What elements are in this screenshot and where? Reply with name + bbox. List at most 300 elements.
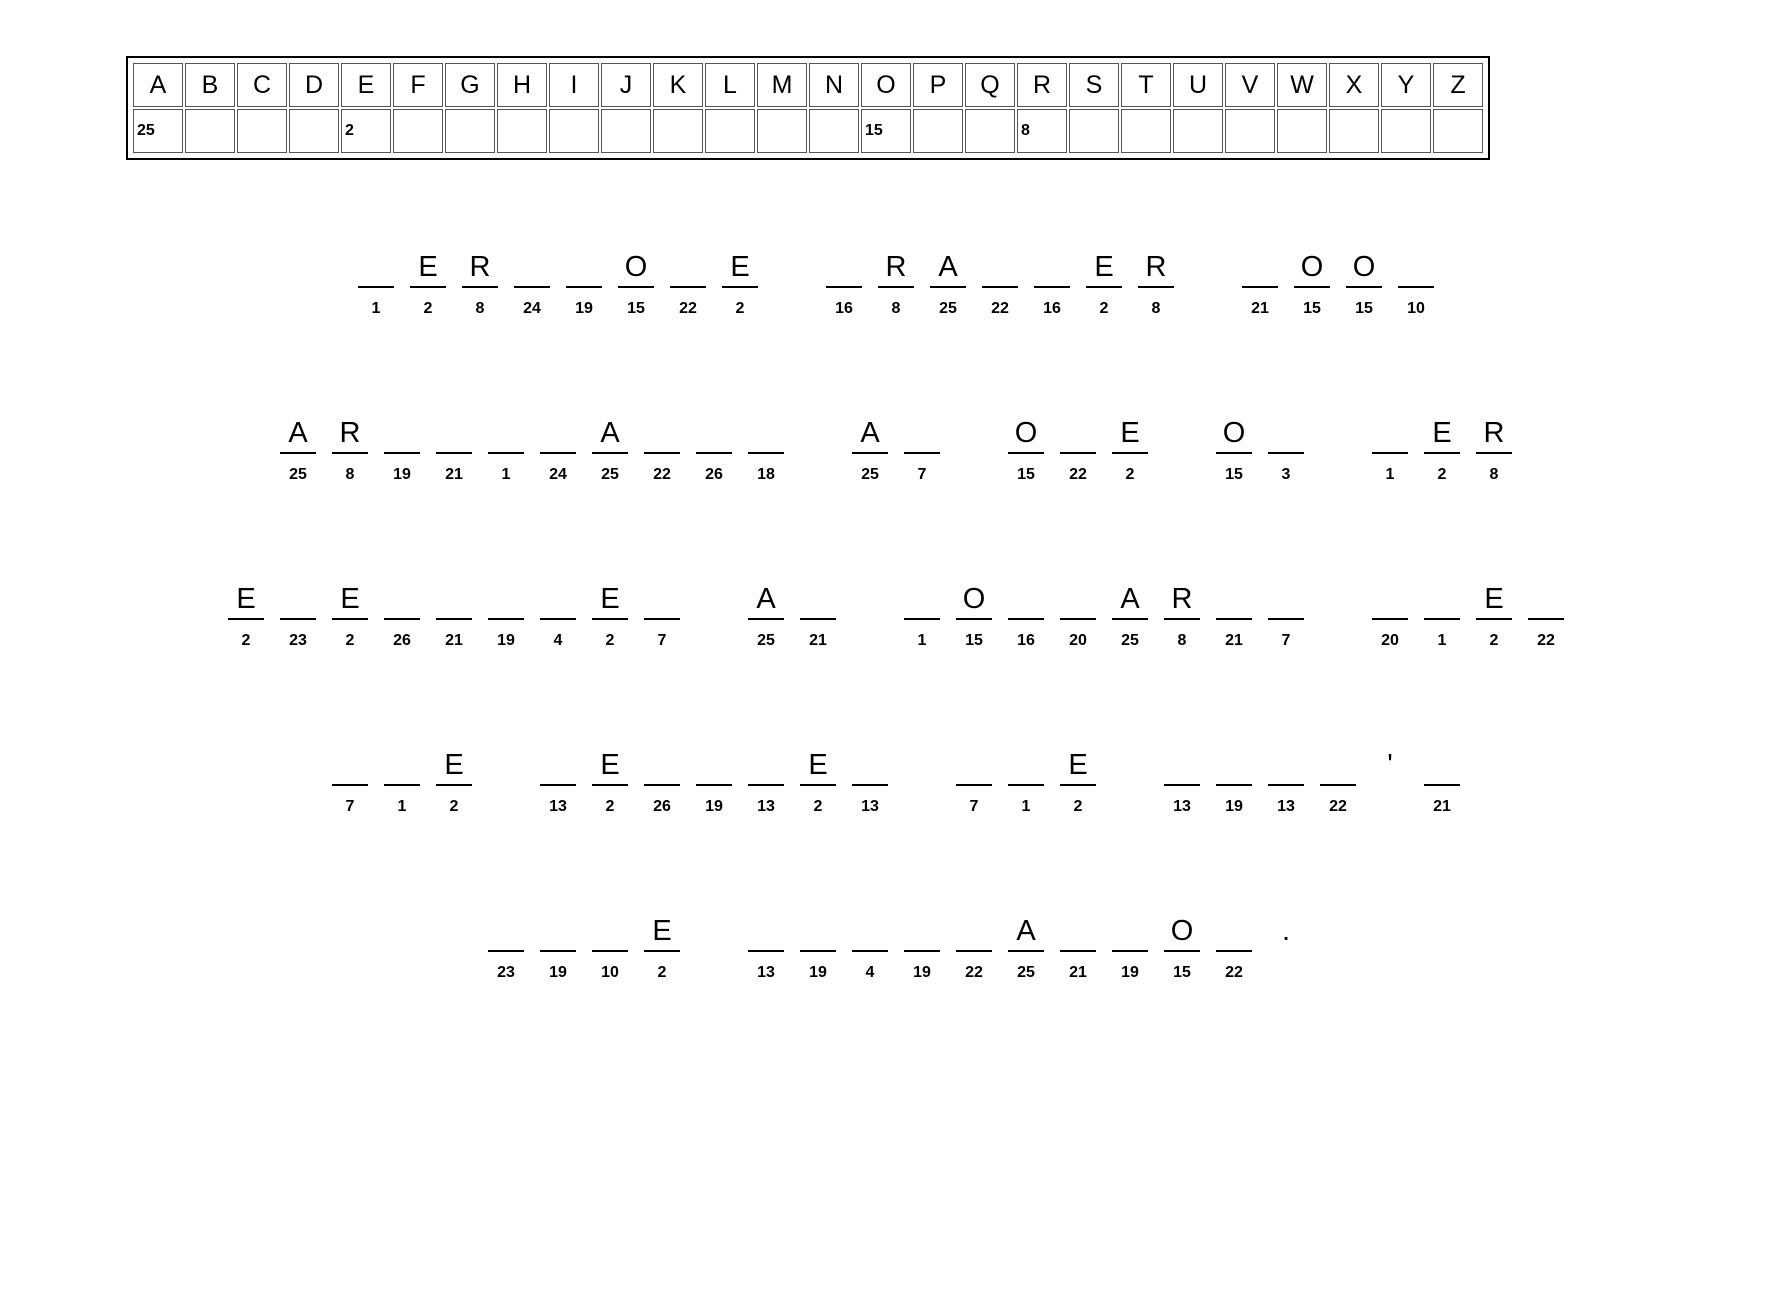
slot-code-number: 25: [757, 632, 775, 649]
slot-code-number: 22: [1329, 798, 1347, 815]
puzzle-letter-slot[interactable]: [1003, 416, 1049, 486]
puzzle-letter-slot[interactable]: [639, 582, 685, 652]
alphabet-value-cell[interactable]: [1173, 109, 1223, 153]
puzzle-letter-slot[interactable]: [535, 582, 581, 652]
puzzle-word: [350, 250, 766, 320]
slot-code-number: 13: [1173, 798, 1191, 815]
slot-code-number: 15: [1303, 300, 1321, 317]
slot-underline: [1060, 950, 1096, 952]
slot-underline: [436, 452, 472, 454]
puzzle-letter-slot[interactable]: [899, 416, 945, 486]
puzzle-punctuation: [1367, 748, 1413, 818]
alphabet-key-table: [126, 56, 1490, 160]
slot-code-number: 25: [939, 300, 957, 317]
puzzle-word: [948, 748, 1104, 818]
slot-letter: E: [1068, 749, 1088, 781]
puzzle-letter-slot[interactable]: [483, 582, 529, 652]
puzzle-letter-slot[interactable]: [1003, 914, 1049, 984]
slot-code-number: 22: [991, 300, 1009, 317]
alphabet-value-cell[interactable]: [393, 109, 443, 153]
puzzle-letter-slot[interactable]: [1263, 748, 1309, 818]
puzzle-letter-slot[interactable]: [1003, 748, 1049, 818]
slot-underline: [904, 452, 940, 454]
slot-underline: [1008, 618, 1044, 620]
slot-code-number: 8: [1177, 632, 1187, 649]
puzzle-letter-slot[interactable]: [743, 914, 789, 984]
puzzle-letter-slot[interactable]: [613, 250, 659, 320]
puzzle-letter-slot[interactable]: [1133, 250, 1179, 320]
slot-code-number: 18: [757, 466, 775, 483]
alphabet-letter-cell: I: [549, 63, 599, 107]
puzzle-letter-slot[interactable]: [1523, 582, 1569, 652]
slot-code-number: 2: [241, 632, 251, 649]
slot-underline: [1216, 452, 1252, 454]
slot-code-number: 19: [393, 466, 411, 483]
alphabet-values-row: [133, 109, 1483, 153]
alphabet-value-cell[interactable]: [445, 109, 495, 153]
slot-code-number: 7: [969, 798, 979, 815]
puzzle-word: [272, 416, 792, 486]
slot-underline: [1008, 950, 1044, 952]
puzzle-letter-slot[interactable]: [431, 582, 477, 652]
alphabet-value-cell[interactable]: [237, 109, 287, 153]
slot-underline: [332, 618, 368, 620]
puzzle-letter-slot[interactable]: [795, 914, 841, 984]
puzzle-punctuation: [1263, 914, 1309, 984]
slot-underline: [696, 784, 732, 786]
puzzle-letter-slot[interactable]: [379, 582, 425, 652]
puzzle-word: [740, 914, 1312, 984]
slot-underline: [748, 618, 784, 620]
slot-underline: [1112, 950, 1148, 952]
puzzle-letter-slot[interactable]: [951, 914, 997, 984]
puzzle-letter-slot[interactable]: [1315, 748, 1361, 818]
puzzle-letter-slot[interactable]: [1367, 416, 1413, 486]
alphabet-value-cell[interactable]: [185, 109, 235, 153]
slot-code-number: 1: [917, 632, 927, 649]
alphabet-letter-cell: P: [913, 63, 963, 107]
alphabet-letter-cell: E: [341, 63, 391, 107]
alphabet-letter-cell: D: [289, 63, 339, 107]
puzzle-letter-slot[interactable]: [899, 914, 945, 984]
alphabet-value-cell[interactable]: [1381, 109, 1431, 153]
puzzle-letter-slot[interactable]: [1211, 582, 1257, 652]
slot-code-number: 15: [1225, 466, 1243, 483]
slot-underline: [280, 452, 316, 454]
slot-code-number: 2: [449, 798, 459, 815]
alphabet-value-cell[interactable]: 25: [133, 109, 183, 153]
puzzle-letter-slot[interactable]: [275, 582, 321, 652]
puzzle-word: [740, 582, 844, 652]
slot-underline: [800, 784, 836, 786]
slot-underline: [1476, 452, 1512, 454]
puzzle-letter-slot[interactable]: [327, 416, 373, 486]
slot-underline: [982, 286, 1018, 288]
alphabet-value-cell[interactable]: [1329, 109, 1379, 153]
slot-underline: [1086, 286, 1122, 288]
puzzle-letter-slot[interactable]: [1107, 416, 1153, 486]
slot-code-number: 25: [601, 466, 619, 483]
slot-letter: O: [1300, 251, 1324, 283]
puzzle-letter-slot[interactable]: [431, 748, 477, 818]
slot-code-number: 21: [1225, 632, 1243, 649]
alphabet-letter-cell: G: [445, 63, 495, 107]
slot-letter: A: [600, 417, 620, 449]
slot-underline: [1320, 784, 1356, 786]
alphabet-value-cell[interactable]: [289, 109, 339, 153]
puzzle-letter-slot[interactable]: [587, 748, 633, 818]
slot-underline: [540, 950, 576, 952]
alphabet-value-cell[interactable]: [549, 109, 599, 153]
slot-underline: [1424, 784, 1460, 786]
puzzle-word: [818, 250, 1182, 320]
puzzle-letter-slot[interactable]: [1211, 748, 1257, 818]
slot-underline: [1112, 452, 1148, 454]
slot-underline: [722, 286, 758, 288]
slot-letter: O: [1014, 417, 1038, 449]
slot-letter: ': [1387, 749, 1393, 781]
puzzle-letter-slot[interactable]: [1055, 416, 1101, 486]
slot-code-number: 21: [1251, 300, 1269, 317]
slot-underline: [1268, 452, 1304, 454]
puzzle-word: [1364, 582, 1572, 652]
puzzle-letter-slot[interactable]: [639, 748, 685, 818]
slot-code-number: 16: [1043, 300, 1061, 317]
puzzle-line: [0, 914, 1792, 984]
puzzle-letter-slot[interactable]: [821, 250, 867, 320]
slot-underline: [592, 950, 628, 952]
puzzle-letter-slot[interactable]: [327, 748, 373, 818]
alphabet-letter-cell: U: [1173, 63, 1223, 107]
puzzle-letter-slot[interactable]: [1471, 416, 1517, 486]
slot-code-number: 1: [371, 300, 381, 317]
alphabet-value-cell[interactable]: [913, 109, 963, 153]
puzzle-letter-slot[interactable]: [1211, 914, 1257, 984]
alphabet-value-cell[interactable]: 8: [1017, 109, 1067, 153]
puzzle-letter-slot[interactable]: [1471, 582, 1517, 652]
slot-code-number: 16: [835, 300, 853, 317]
slot-letter: O: [1352, 251, 1376, 283]
puzzle-word: [1364, 416, 1520, 486]
alphabet-value-cell[interactable]: [965, 109, 1015, 153]
puzzle-letter-slot[interactable]: [899, 582, 945, 652]
slot-code-number: 21: [809, 632, 827, 649]
slot-underline: [1008, 784, 1044, 786]
puzzle-letter-slot[interactable]: [1263, 582, 1309, 652]
alphabet-letter-cell: L: [705, 63, 755, 107]
slot-underline: [1216, 784, 1252, 786]
slot-underline: [1294, 286, 1330, 288]
slot-letter: E: [808, 749, 828, 781]
puzzle-letter-slot[interactable]: [1419, 748, 1465, 818]
puzzle-letter-slot[interactable]: [1367, 582, 1413, 652]
slot-code-number: 10: [601, 964, 619, 981]
slot-code-number: 2: [1073, 798, 1083, 815]
alphabet-value-cell[interactable]: [1433, 109, 1483, 153]
puzzle-letter-slot[interactable]: [587, 914, 633, 984]
puzzle-word: [1234, 250, 1442, 320]
slot-code-number: 24: [523, 300, 541, 317]
puzzle-letter-slot[interactable]: [353, 250, 399, 320]
slot-code-number: 16: [1017, 632, 1035, 649]
slot-letter: A: [288, 417, 308, 449]
puzzle-word: [844, 416, 948, 486]
slot-underline: [1372, 452, 1408, 454]
slot-code-number: 19: [497, 632, 515, 649]
alphabet-letter-cell: K: [653, 63, 703, 107]
slot-code-number: 7: [1281, 632, 1291, 649]
slot-letter: E: [418, 251, 438, 283]
puzzle-letter-slot[interactable]: [873, 250, 919, 320]
alphabet-letter-cell: S: [1069, 63, 1119, 107]
slot-code-number: 2: [605, 798, 615, 815]
puzzle-letter-slot[interactable]: [743, 748, 789, 818]
slot-code-number: 19: [913, 964, 931, 981]
puzzle-letter-slot[interactable]: [1055, 582, 1101, 652]
puzzle-word: [220, 582, 688, 652]
slot-code-number: 8: [891, 300, 901, 317]
alphabet-letter-cell: J: [601, 63, 651, 107]
slot-underline: [800, 618, 836, 620]
alphabet-value-cell[interactable]: [705, 109, 755, 153]
slot-letter: E: [1120, 417, 1140, 449]
puzzle-letter-slot[interactable]: [691, 748, 737, 818]
puzzle-letter-slot[interactable]: [977, 250, 1023, 320]
slot-code-number: 23: [497, 964, 515, 981]
slot-underline: [644, 784, 680, 786]
puzzle-letter-slot[interactable]: [847, 914, 893, 984]
slot-letter: .: [1281, 915, 1291, 947]
slot-code-number: 15: [627, 300, 645, 317]
puzzle-letter-slot[interactable]: [1081, 250, 1127, 320]
cryptogram-puzzle: [0, 250, 1792, 1080]
alphabet-letter-cell: A: [133, 63, 183, 107]
slot-code-number: 22: [1225, 964, 1243, 981]
slot-code-number: 1: [1021, 798, 1031, 815]
puzzle-letter-slot[interactable]: [951, 748, 997, 818]
slot-underline: [748, 784, 784, 786]
puzzle-letter-slot[interactable]: [327, 582, 373, 652]
slot-underline: [904, 618, 940, 620]
puzzle-letter-slot[interactable]: [483, 416, 529, 486]
puzzle-letter-slot[interactable]: [717, 250, 763, 320]
slot-underline: [748, 452, 784, 454]
puzzle-letter-slot[interactable]: [1263, 416, 1309, 486]
alphabet-letter-cell: C: [237, 63, 287, 107]
slot-code-number: 4: [865, 964, 875, 981]
puzzle-letter-slot[interactable]: [1029, 250, 1075, 320]
puzzle-letter-slot[interactable]: [639, 416, 685, 486]
puzzle-word: [480, 914, 688, 984]
alphabet-value-cell[interactable]: 15: [861, 109, 911, 153]
slot-code-number: 2: [735, 300, 745, 317]
puzzle-letter-slot[interactable]: [509, 250, 555, 320]
puzzle-letter-slot[interactable]: [1237, 250, 1283, 320]
slot-underline: [852, 950, 888, 952]
alphabet-value-cell[interactable]: [1277, 109, 1327, 153]
puzzle-letter-slot[interactable]: [951, 582, 997, 652]
puzzle-letter-slot[interactable]: [457, 250, 503, 320]
slot-underline: [540, 452, 576, 454]
slot-letter: E: [340, 583, 360, 615]
puzzle-letter-slot[interactable]: [743, 416, 789, 486]
slot-code-number: 2: [345, 632, 355, 649]
slot-underline: [488, 452, 524, 454]
puzzle-letter-slot[interactable]: [1055, 748, 1101, 818]
slot-code-number: 21: [1433, 798, 1451, 815]
puzzle-letter-slot[interactable]: [795, 582, 841, 652]
slot-code-number: 19: [809, 964, 827, 981]
slot-code-number: 4: [553, 632, 563, 649]
puzzle-letter-slot[interactable]: [561, 250, 607, 320]
slot-code-number: 26: [705, 466, 723, 483]
alphabet-letter-cell: Y: [1381, 63, 1431, 107]
slot-letter: R: [1145, 251, 1167, 283]
alphabet-value-cell[interactable]: [1069, 109, 1119, 153]
slot-letter: E: [600, 749, 620, 781]
puzzle-word: [1156, 748, 1468, 818]
puzzle-letter-slot[interactable]: [535, 416, 581, 486]
slot-letter: E: [1432, 417, 1452, 449]
alphabet-letter-cell: N: [809, 63, 859, 107]
slot-letter: R: [339, 417, 361, 449]
puzzle-letter-slot[interactable]: [223, 582, 269, 652]
alphabet-value-cell[interactable]: [809, 109, 859, 153]
puzzle-letter-slot[interactable]: [535, 914, 581, 984]
puzzle-letter-slot[interactable]: [743, 582, 789, 652]
puzzle-letter-slot[interactable]: [275, 416, 321, 486]
alphabet-letter-cell: M: [757, 63, 807, 107]
puzzle-letter-slot[interactable]: [639, 914, 685, 984]
slot-underline: [1216, 618, 1252, 620]
slot-letter: O: [962, 583, 986, 615]
puzzle-letter-slot[interactable]: [1003, 582, 1049, 652]
puzzle-letter-slot[interactable]: [379, 748, 425, 818]
slot-code-number: 22: [653, 466, 671, 483]
puzzle-letter-slot[interactable]: [1211, 416, 1257, 486]
slot-code-number: 19: [549, 964, 567, 981]
puzzle-letter-slot[interactable]: [1055, 914, 1101, 984]
alphabet-value-cell[interactable]: [601, 109, 651, 153]
slot-underline: [1476, 618, 1512, 620]
slot-underline: [488, 950, 524, 952]
puzzle-letter-slot[interactable]: [535, 748, 581, 818]
slot-underline: [696, 452, 732, 454]
alphabet-letter-cell: F: [393, 63, 443, 107]
puzzle-letter-slot[interactable]: [483, 914, 529, 984]
alphabet-value-cell[interactable]: [497, 109, 547, 153]
puzzle-letter-slot[interactable]: [1419, 416, 1465, 486]
slot-code-number: 26: [393, 632, 411, 649]
puzzle-letter-slot[interactable]: [1107, 914, 1153, 984]
puzzle-letter-slot[interactable]: [587, 416, 633, 486]
slot-underline: [644, 452, 680, 454]
puzzle-letter-slot[interactable]: [587, 582, 633, 652]
puzzle-letter-slot[interactable]: [1393, 250, 1439, 320]
slot-code-number: 21: [445, 466, 463, 483]
slot-underline: [748, 950, 784, 952]
slot-underline: [852, 784, 888, 786]
slot-underline: [384, 618, 420, 620]
alphabet-letter-cell: H: [497, 63, 547, 107]
puzzle-letter-slot[interactable]: [1419, 582, 1465, 652]
puzzle-letter-slot[interactable]: [405, 250, 451, 320]
puzzle-letter-slot[interactable]: [691, 416, 737, 486]
slot-code-number: 1: [1385, 466, 1395, 483]
slot-code-number: 13: [861, 798, 879, 815]
slot-underline: [1138, 286, 1174, 288]
slot-underline: [1216, 950, 1252, 952]
slot-letter: E: [1094, 251, 1114, 283]
slot-underline: [410, 286, 446, 288]
puzzle-letter-slot[interactable]: [431, 416, 477, 486]
slot-code-number: 22: [1069, 466, 1087, 483]
slot-code-number: 7: [345, 798, 355, 815]
slot-code-number: 25: [289, 466, 307, 483]
alphabet-letter-cell: O: [861, 63, 911, 107]
slot-underline: [956, 618, 992, 620]
slot-underline: [358, 286, 394, 288]
alphabet-letter-cell: R: [1017, 63, 1067, 107]
puzzle-letter-slot[interactable]: [1159, 748, 1205, 818]
puzzle-line: [0, 748, 1792, 818]
slot-code-number: 8: [1151, 300, 1161, 317]
puzzle-letter-slot[interactable]: [1289, 250, 1335, 320]
slot-code-number: 2: [1489, 632, 1499, 649]
slot-underline: [1060, 618, 1096, 620]
slot-underline: [800, 950, 836, 952]
slot-code-number: 7: [917, 466, 927, 483]
slot-underline: [1346, 286, 1382, 288]
puzzle-letter-slot[interactable]: [795, 748, 841, 818]
alphabet-letter-cell: X: [1329, 63, 1379, 107]
slot-code-number: 15: [965, 632, 983, 649]
slot-underline: [436, 784, 472, 786]
alphabet-value-cell[interactable]: 2: [341, 109, 391, 153]
puzzle-letter-slot[interactable]: [1341, 250, 1387, 320]
slot-code-number: 1: [501, 466, 511, 483]
slot-underline: [1268, 950, 1304, 952]
slot-underline: [1060, 784, 1096, 786]
puzzle-letter-slot[interactable]: [1159, 582, 1205, 652]
slot-underline: [670, 286, 706, 288]
slot-letter: A: [1120, 583, 1140, 615]
puzzle-line: [0, 582, 1792, 652]
slot-underline: [332, 452, 368, 454]
alphabet-value-cell[interactable]: [757, 109, 807, 153]
puzzle-letter-slot[interactable]: [665, 250, 711, 320]
alphabet-letter-cell: B: [185, 63, 235, 107]
slot-code-number: 25: [1017, 964, 1035, 981]
puzzle-letter-slot[interactable]: [847, 748, 893, 818]
slot-code-number: 13: [757, 964, 775, 981]
slot-code-number: 13: [1277, 798, 1295, 815]
slot-code-number: 3: [1281, 466, 1291, 483]
alphabet-value-cell[interactable]: [1225, 109, 1275, 153]
slot-code-number: 7: [657, 632, 667, 649]
slot-code-number: 2: [813, 798, 823, 815]
puzzle-letter-slot[interactable]: [379, 416, 425, 486]
puzzle-letter-slot[interactable]: [1107, 582, 1153, 652]
alphabet-value-cell[interactable]: [1121, 109, 1171, 153]
puzzle-letter-slot[interactable]: [847, 416, 893, 486]
slot-code-number: 22: [679, 300, 697, 317]
slot-underline: [956, 784, 992, 786]
puzzle-letter-slot[interactable]: [1159, 914, 1205, 984]
puzzle-letter-slot[interactable]: [925, 250, 971, 320]
slot-underline: [644, 618, 680, 620]
alphabet-value-cell[interactable]: [653, 109, 703, 153]
